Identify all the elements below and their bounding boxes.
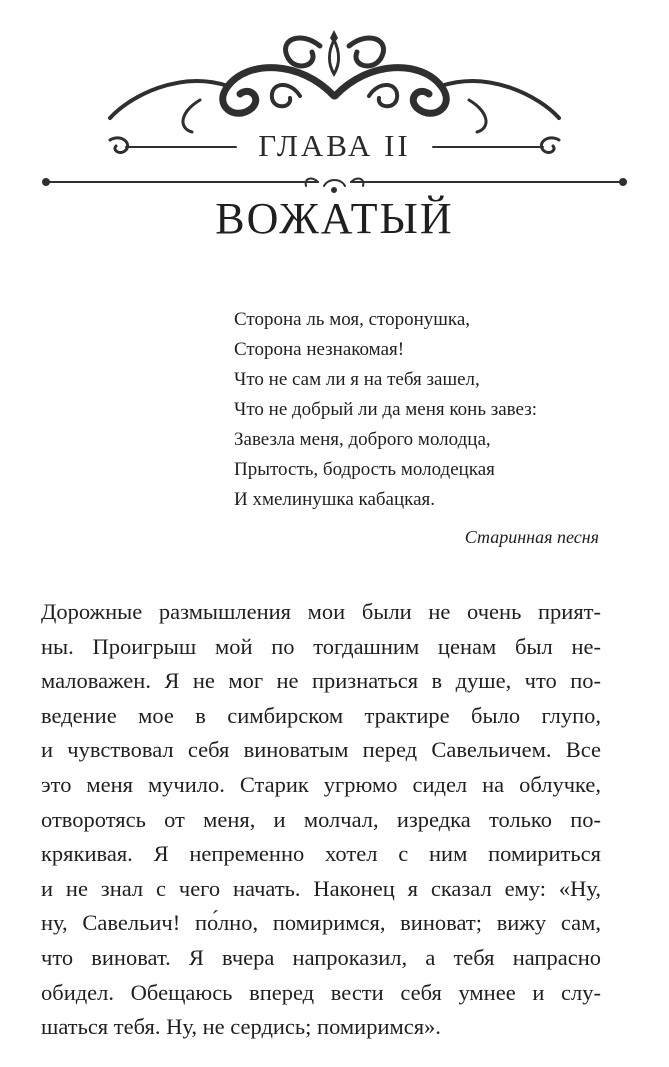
arm-right [441, 81, 559, 118]
body-line: маловажен. Я не мог не признаться в душе, что по- [41, 668, 601, 694]
epigraph-line: Сторона ль моя, сторонушка, [234, 309, 471, 330]
rule-end-left [42, 178, 50, 186]
body-line: крякивая. Я непременно хотел с ним помириться [41, 841, 601, 867]
body-line: ны. Проигрыш мой по тогдашним ценам был не- [41, 633, 601, 659]
epigraph-source: Старинная песня [464, 527, 599, 547]
arm-left [110, 81, 228, 118]
crown-scroll-right [349, 38, 383, 66]
chapter-title: ВОЖАТЫЙ [215, 194, 454, 243]
epigraph-line: Прытость, бодрость молодецкая [234, 459, 495, 480]
crown-scroll-left [286, 38, 320, 66]
epigraph-line: И хмелинушка кабацкая. [234, 489, 436, 510]
epigraph [234, 305, 614, 515]
body-line: ну, Савельич! по́лно, помиримся, виноват; вижу сам, [41, 910, 601, 936]
body-paragraph [41, 595, 601, 1045]
body-line: шаться тебя. Ну, не сердись; помиримся». [41, 1014, 441, 1040]
body-line: и не знал с чего начать. Наконец я сказал ему: «Ну, [41, 875, 601, 901]
epigraph-line: Что не добрый ли да меня конь завез: [234, 399, 537, 420]
body-line: обидел. Обещаюсь вперед вести себя умнее и слу- [41, 979, 601, 1005]
body-line: что виноват. Я вчера напроказил, а тебя напрасно [41, 944, 601, 970]
epigraph-line: Что не сам ли я на тебя зашел, [234, 369, 480, 390]
epigraph-line: Сторона незнакомая! [234, 339, 405, 360]
chapter-ornament [0, 0, 669, 200]
body-line: Дорожные размышления мои были не очень прият- [41, 599, 601, 624]
body-line: это меня мучило. Старик угрюмо сидел на облучке, [41, 771, 601, 797]
chapter-label: ГЛАВА II [258, 128, 411, 163]
body-line: ведение мое в симбирском трактире было глупо, [41, 702, 601, 728]
rule-end-right [619, 178, 627, 186]
epigraph-line: Завезла меня, доброго молодца, [234, 429, 491, 450]
body-line: отворотясь от меня, и молчал, изредка только по- [41, 806, 601, 832]
body-line: и чувствовал себя виноватым перед Савельичем. Все [41, 737, 601, 763]
